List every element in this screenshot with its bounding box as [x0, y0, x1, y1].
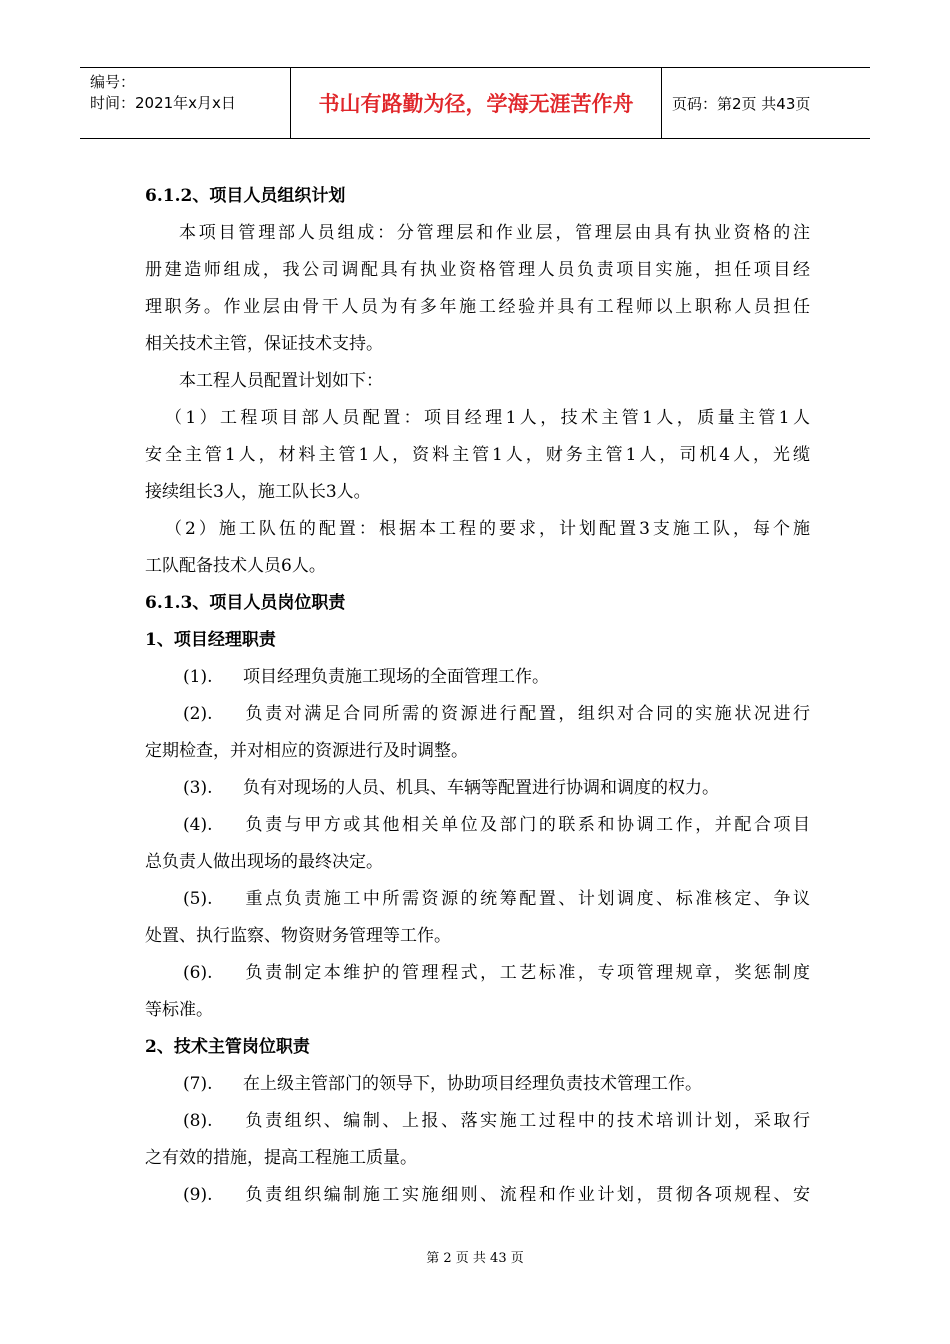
- paragraph-line: 本项目管理部人员组成：分管理层和作业层，管理层由具有执业资格的注: [179, 223, 810, 243]
- paragraph-line: 本工程人员配置计划如下：: [179, 371, 383, 391]
- list-continuation: 定期检查，并对相应的资源进行及时调整。: [145, 741, 468, 761]
- page-footer: 第 2 页 共 43 页: [426, 1251, 524, 1266]
- paragraph-line: （1）工程项目部人员配置：项目经理1人，技术主管1人，质量主管1人: [165, 408, 810, 428]
- list-item: [145, 1066, 810, 1103]
- header-meta: [80, 68, 291, 138]
- list-item: [145, 955, 810, 992]
- list-number: (3).: [183, 778, 213, 798]
- list-continuation: 总负责人做出现场的最终决定。: [145, 852, 383, 872]
- list-item: [145, 659, 810, 696]
- list-number: (8).: [183, 1111, 213, 1131]
- time-label: 时间：2021年x月x日: [90, 94, 236, 112]
- list-number: (1).: [183, 667, 213, 687]
- paragraph-line: 相关技术主管，保证技术支持。: [145, 334, 383, 354]
- list-text: 负有对现场的人员、机具、车辆等配置进行协调和调度的权力。: [243, 778, 719, 798]
- list-text: 负责与甲方或其他相关单位及部门的联系和协调工作，并配合项目: [243, 815, 810, 835]
- list-item: [145, 881, 810, 918]
- list-text: 在上级主管部门的领导下，协助项目经理负责技术管理工作。: [243, 1074, 702, 1094]
- list-text: 负责组织、编制、上报、落实施工过程中的技术培训计划，采取行: [243, 1111, 810, 1131]
- subsection-heading: 2、技术主管岗位职责: [145, 1037, 310, 1057]
- section-heading: 6.1.3、项目人员岗位职责: [145, 593, 346, 613]
- list-item: [145, 1103, 810, 1140]
- paragraph-line: 理职务。作业层由骨干人员为有多年施工经验并具有工程师以上职称人员担任: [145, 297, 810, 317]
- list-item: [145, 1177, 810, 1214]
- list-continuation: 等标准。: [145, 1000, 213, 1020]
- list-continuation: 处置、执行监察、物资财务管理等工作。: [145, 926, 451, 946]
- list-number: (7).: [183, 1074, 213, 1094]
- document-body: [145, 178, 810, 1214]
- list-number: (9).: [183, 1185, 213, 1205]
- number-label: 编号：: [90, 73, 136, 91]
- list-number: (2).: [183, 704, 213, 724]
- list-item: [145, 696, 810, 733]
- list-number: (4).: [183, 815, 213, 835]
- paragraph-line: 安全主管1人，材料主管1人，资料主管1人，财务主管1人，司机4人，光缆: [145, 445, 810, 465]
- list-item: [145, 807, 810, 844]
- list-text: 负责制定本维护的管理程式，工艺标准，专项管理规章，奖惩制度: [243, 963, 810, 983]
- paragraph-line: 册建造师组成，我公司调配具有执业资格管理人员负责项目实施，担任项目经: [145, 260, 810, 280]
- document-header: [80, 67, 870, 139]
- list-text: 重点负责施工中所需资源的统筹配置、计划调度、标准核定、争议: [243, 889, 810, 909]
- section-heading: 6.1.2、项目人员组织计划: [145, 186, 346, 206]
- paragraph-line: 工队配备技术人员6人。: [145, 556, 326, 576]
- paragraph-line: （2）施工队伍的配置：根据本工程的要求，计划配置3支施工队，每个施: [165, 519, 810, 539]
- list-number: (6).: [183, 963, 213, 983]
- header-motto: 书山有路勤为径，学海无涯苦作舟: [291, 68, 662, 138]
- list-item: [145, 770, 810, 807]
- list-text: 负责组织编制施工实施细则、流程和作业计划，贯彻各项规程、安: [243, 1185, 810, 1205]
- list-text: 项目经理负责施工现场的全面管理工作。: [243, 667, 549, 687]
- list-number: (5).: [183, 889, 213, 909]
- subsection-heading: 1、项目经理职责: [145, 630, 276, 650]
- list-text: 负责对满足合同所需的资源进行配置，组织对合同的实施状况进行: [243, 704, 810, 724]
- list-continuation: 之有效的措施，提高工程施工质量。: [145, 1148, 417, 1168]
- paragraph-line: 接续组长3人，施工队长3人。: [145, 482, 371, 502]
- header-page-info: 页码：第2页 共43页: [672, 94, 811, 113]
